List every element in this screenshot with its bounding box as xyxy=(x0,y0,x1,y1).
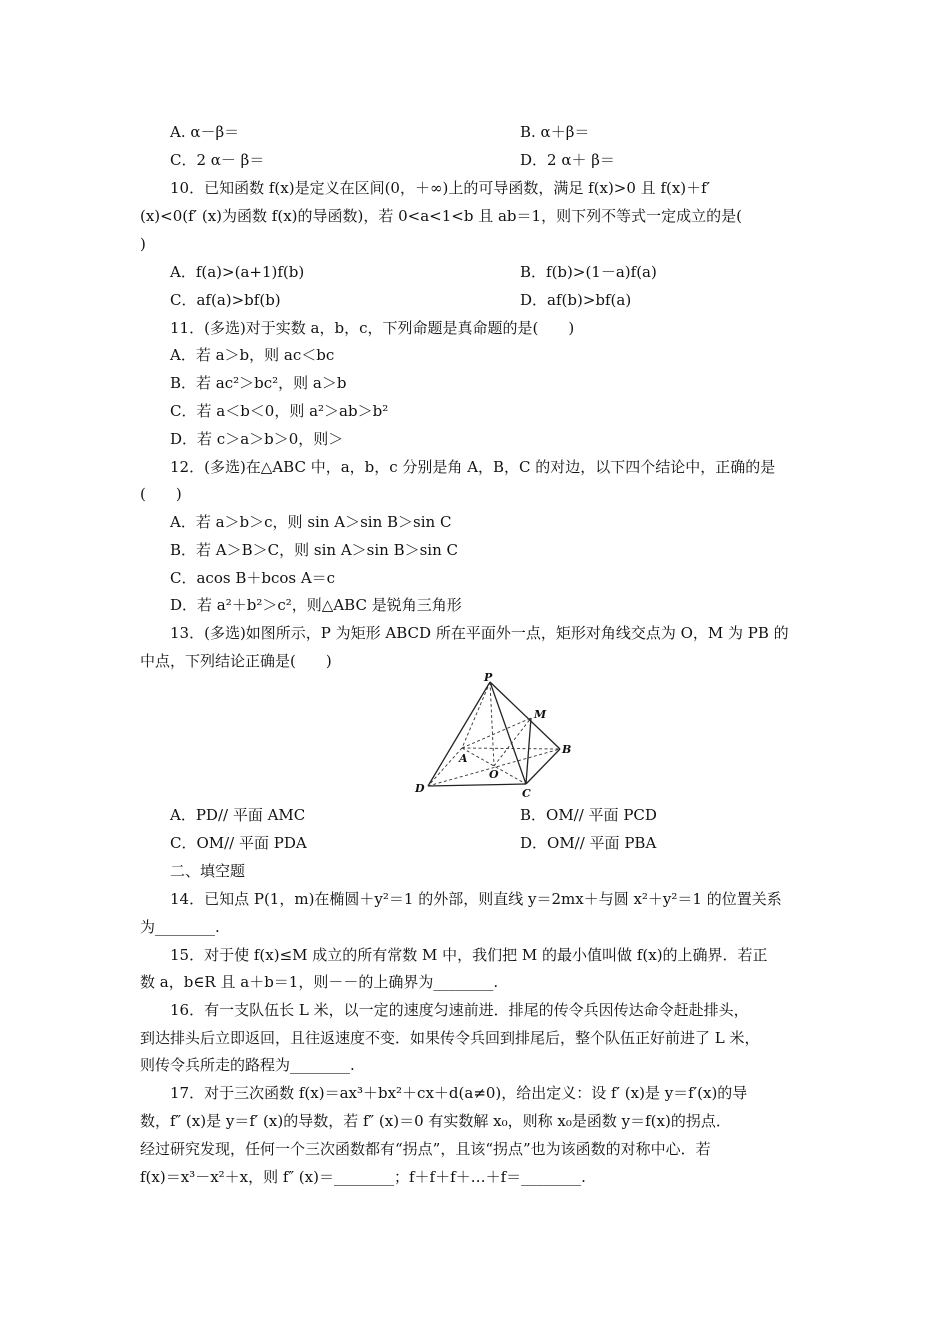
q13-stem-line2: 中点，下列结论正确是( ) xyxy=(140,652,332,670)
label-b: B xyxy=(562,743,572,756)
q11-option-a: A．若 a＞b，则 ac＜bc xyxy=(170,346,335,364)
edge-ab xyxy=(462,748,560,749)
q12-stem-line1: 12．(多选)在△ABC 中，a，b，c 分别是角 A，B，C 的对边，以下四个结论中，正确的是 xyxy=(170,458,776,476)
q17-stem-line3: 经过研究发现，任何一个三次函数都有“拐点”，且该“拐点”也为该函数的对称中心．若 xyxy=(140,1140,711,1158)
edge-po xyxy=(490,682,494,766)
q17-stem-line4: f(x)＝x³－x²＋x，则 f″ (x)＝________；f＋f＋f＋…＋f＝________. xyxy=(140,1168,586,1186)
q10-option-a: A．f(a)>(a+1)f(b) xyxy=(170,263,305,281)
q10-stem-line2: (x)<0(f′ (x)为函数 f(x)的导函数)，若 0<a<1<b 且 ab＝1，则下列不等式一定成立的是( xyxy=(140,207,742,225)
label-c: C xyxy=(522,787,531,800)
edge-cm xyxy=(526,718,531,784)
q9-option-d: D．2 α＋ β＝ xyxy=(520,151,615,169)
q10-stem-line1: 10．已知函数 f(x)是定义在区间(0，＋∞)上的可导函数，满足 f(x)>0 且 f(x)＋f′ xyxy=(170,179,711,197)
q10-option-b: B．f(b)>(1－a)f(a) xyxy=(520,263,657,281)
q13-option-a: A．PD// 平面 AMC xyxy=(170,806,306,824)
edge-ad xyxy=(428,748,462,786)
q11-option-b: B．若 ac²＞bc²，则 a＞b xyxy=(170,374,347,392)
q10-stem-line3: ) xyxy=(140,235,146,253)
q13-option-d: D．OM// 平面 PBA xyxy=(520,834,657,852)
q12-option-c: C．acos B＋bcos A＝c xyxy=(170,569,336,587)
label-m: M xyxy=(534,708,547,721)
edge-dc xyxy=(428,784,526,786)
q17-stem-line2: 数，f″ (x)是 y＝f′ (x)的导数，若 f″ (x)＝0 有实数解 x₀，则称 x₀是函数 y＝f(x)的拐点． xyxy=(140,1112,731,1130)
q13-option-c: C．OM// 平面 PDA xyxy=(170,834,307,852)
q10-option-c: C．af(a)>bf(b) xyxy=(170,291,281,309)
q9-option-b: B. α＋β＝ xyxy=(520,123,590,141)
q9-option-a: A. α－β＝ xyxy=(170,123,240,141)
label-p: P xyxy=(484,672,493,684)
q11-option-d: D．若 c＞a＞b＞0，则＞ xyxy=(170,430,344,448)
q17-stem-line1: 17．对于三次函数 f(x)＝ax³＋bx²＋cx＋d(a≠0)，给出定义：设 f′ (x)是 y＝f′(x)的导 xyxy=(170,1084,748,1102)
q10-option-d: D．af(b)>bf(a) xyxy=(520,291,632,309)
label-d: D xyxy=(415,782,425,795)
q11-stem: 11．(多选)对于实数 a，b，c，下列命题是真命题的是( ) xyxy=(170,319,575,337)
q16-stem-line1: 16．有一支队伍长 L 米，以一定的速度匀速前进．排尾的传令兵因传达命令赶赴排头， xyxy=(170,1001,749,1019)
edge-pb xyxy=(490,682,560,749)
q14-stem-line1: 14．已知点 P(1，m)在椭圆＋y²＝1 的外部，则直线 y＝2mx＋与圆 x²＋y²＝1 的位置关系 xyxy=(170,890,782,908)
q12-option-a: A．若 a＞b＞c，则 sin A＞sin B＞sin C xyxy=(170,513,452,531)
q13-stem-line1: 13．(多选)如图所示，P 为矩形 ABCD 所在平面外一点，矩形对角线交点为 O，M 为 PB 的 xyxy=(170,624,789,642)
q14-stem-line2: 为________. xyxy=(140,918,220,936)
q12-option-b: B．若 A＞B＞C，则 sin A＞sin B＞sin C xyxy=(170,541,458,559)
label-o: O xyxy=(489,768,499,781)
q16-stem-line2: 到达排头后立即返回，且往返速度不变．如果传令兵回到排尾后，整个队伍正好前进了 L 米， xyxy=(140,1029,760,1047)
q16-stem-line3: 则传令兵所走的路程为________. xyxy=(140,1056,355,1074)
q9-option-c: C．2 α－ β＝ xyxy=(170,151,265,169)
edge-pa xyxy=(462,682,490,748)
edge-cb xyxy=(526,749,560,784)
q11-option-c: C．若 a＜b＜0，则 a²＞ab＞b² xyxy=(170,402,389,420)
q15-stem-line2: 数 a，b∈R 且 a＋b＝1，则－－的上确界为________. xyxy=(140,973,499,991)
q13-option-b: B．OM// 平面 PCD xyxy=(520,806,657,824)
q12-stem-line2: ( ) xyxy=(140,485,182,503)
q12-option-d: D．若 a²＋b²＞c²，则△ABC 是锐角三角形 xyxy=(170,596,462,614)
pyramid-figure xyxy=(400,672,590,800)
section-heading-fill-blank: 二、填空题 xyxy=(170,862,246,880)
q15-stem-line1: 15．对于使 f(x)≤M 成立的所有常数 M 中，我们把 M 的最小值叫做 f(x)的上确界．若正 xyxy=(170,946,768,964)
label-a: A xyxy=(459,752,468,765)
edge-pd xyxy=(428,682,490,786)
